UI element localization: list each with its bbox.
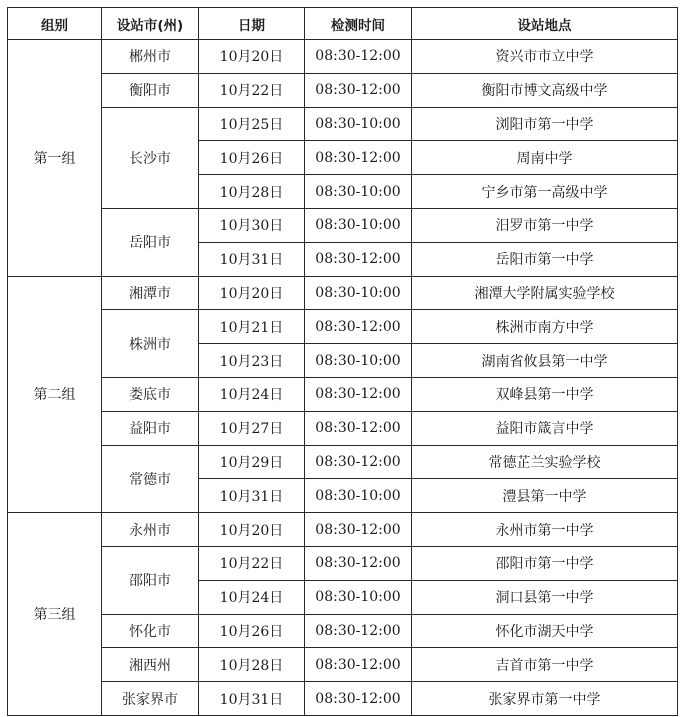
group-cell: 第一组 xyxy=(8,40,102,277)
time-cell: 08:30-12:00 xyxy=(305,546,412,580)
city-cell: 湘潭市 xyxy=(102,276,199,310)
date-cell: 10月30日 xyxy=(199,208,305,242)
table-row xyxy=(8,513,678,547)
table-row xyxy=(8,107,678,141)
city-cell: 岳阳市 xyxy=(102,208,199,276)
site-cell: 周南中学 xyxy=(412,141,678,175)
table-body xyxy=(8,40,678,716)
date-cell: 10月20日 xyxy=(199,513,305,547)
site-cell: 洞口县第一中学 xyxy=(412,580,678,614)
date-cell: 10月31日 xyxy=(199,479,305,513)
site-cell: 常德芷兰实验学校 xyxy=(412,445,678,479)
site-cell: 吉首市第一中学 xyxy=(412,648,678,682)
time-cell: 08:30-12:00 xyxy=(305,614,412,648)
city-cell: 常德市 xyxy=(102,445,199,513)
city-cell: 湘西州 xyxy=(102,648,199,682)
city-cell: 株洲市 xyxy=(102,310,199,378)
header-date: 日期 xyxy=(199,8,305,40)
city-cell: 益阳市 xyxy=(102,411,199,445)
date-cell: 10月28日 xyxy=(199,648,305,682)
city-cell: 长沙市 xyxy=(102,107,199,208)
group-cell: 第二组 xyxy=(8,276,102,513)
group-cell: 第三组 xyxy=(8,513,102,716)
table-row xyxy=(8,377,678,411)
time-cell: 08:30-12:00 xyxy=(305,141,412,175)
site-cell: 浏阳市第一中学 xyxy=(412,107,678,141)
site-cell: 邵阳市第一中学 xyxy=(412,546,678,580)
table-row xyxy=(8,276,678,310)
site-cell: 宁乡市第一高级中学 xyxy=(412,175,678,209)
date-cell: 10月24日 xyxy=(199,377,305,411)
city-cell: 衡阳市 xyxy=(102,73,199,107)
date-cell: 10月26日 xyxy=(199,141,305,175)
site-cell: 衡阳市博文高级中学 xyxy=(412,73,678,107)
time-cell: 08:30-12:00 xyxy=(305,73,412,107)
time-cell: 08:30-10:00 xyxy=(305,344,412,378)
site-cell: 资兴市市立中学 xyxy=(412,40,678,74)
city-cell: 娄底市 xyxy=(102,377,199,411)
time-cell: 08:30-12:00 xyxy=(305,513,412,547)
date-cell: 10月29日 xyxy=(199,445,305,479)
site-cell: 岳阳市第一中学 xyxy=(412,242,678,276)
date-cell: 10月31日 xyxy=(199,682,305,716)
table-row xyxy=(8,73,678,107)
time-cell: 08:30-10:00 xyxy=(305,175,412,209)
time-cell: 08:30-10:00 xyxy=(305,276,412,310)
site-cell: 双峰县第一中学 xyxy=(412,377,678,411)
schedule-table xyxy=(7,7,678,716)
date-cell: 10月20日 xyxy=(199,40,305,74)
site-cell: 益阳市箴言中学 xyxy=(412,411,678,445)
header-time: 检测时间 xyxy=(305,8,412,40)
time-cell: 08:30-12:00 xyxy=(305,310,412,344)
table-row xyxy=(8,614,678,648)
site-cell: 湘潭大学附属实验学校 xyxy=(412,276,678,310)
site-cell: 张家界市第一中学 xyxy=(412,682,678,716)
city-cell: 怀化市 xyxy=(102,614,199,648)
city-cell: 张家界市 xyxy=(102,682,199,716)
date-cell: 10月27日 xyxy=(199,411,305,445)
header-group: 组别 xyxy=(8,8,102,40)
header-city: 设站市(州) xyxy=(102,8,199,40)
site-cell: 湖南省攸县第一中学 xyxy=(412,344,678,378)
time-cell: 08:30-12:00 xyxy=(305,242,412,276)
date-cell: 10月28日 xyxy=(199,175,305,209)
header-row xyxy=(8,8,678,40)
city-cell: 永州市 xyxy=(102,513,199,547)
date-cell: 10月23日 xyxy=(199,344,305,378)
date-cell: 10月24日 xyxy=(199,580,305,614)
site-cell: 汨罗市第一中学 xyxy=(412,208,678,242)
time-cell: 08:30-12:00 xyxy=(305,682,412,716)
time-cell: 08:30-12:00 xyxy=(305,40,412,74)
date-cell: 10月22日 xyxy=(199,546,305,580)
table-row xyxy=(8,648,678,682)
table-row xyxy=(8,445,678,479)
table-row xyxy=(8,546,678,580)
time-cell: 08:30-10:00 xyxy=(305,107,412,141)
table-row xyxy=(8,411,678,445)
time-cell: 08:30-12:00 xyxy=(305,445,412,479)
city-cell: 邵阳市 xyxy=(102,546,199,614)
time-cell: 08:30-12:00 xyxy=(305,411,412,445)
table-row xyxy=(8,208,678,242)
time-cell: 08:30-12:00 xyxy=(305,377,412,411)
header-site: 设站地点 xyxy=(412,8,678,40)
table-row xyxy=(8,310,678,344)
table-row xyxy=(8,40,678,74)
site-cell: 澧县第一中学 xyxy=(412,479,678,513)
date-cell: 10月25日 xyxy=(199,107,305,141)
time-cell: 08:30-10:00 xyxy=(305,208,412,242)
date-cell: 10月21日 xyxy=(199,310,305,344)
site-cell: 株洲市南方中学 xyxy=(412,310,678,344)
date-cell: 10月31日 xyxy=(199,242,305,276)
date-cell: 10月26日 xyxy=(199,614,305,648)
site-cell: 怀化市湖天中学 xyxy=(412,614,678,648)
date-cell: 10月22日 xyxy=(199,73,305,107)
time-cell: 08:30-10:00 xyxy=(305,580,412,614)
table-row xyxy=(8,682,678,716)
site-cell: 永州市第一中学 xyxy=(412,513,678,547)
city-cell: 郴州市 xyxy=(102,40,199,74)
date-cell: 10月20日 xyxy=(199,276,305,310)
time-cell: 08:30-10:00 xyxy=(305,479,412,513)
time-cell: 08:30-12:00 xyxy=(305,648,412,682)
